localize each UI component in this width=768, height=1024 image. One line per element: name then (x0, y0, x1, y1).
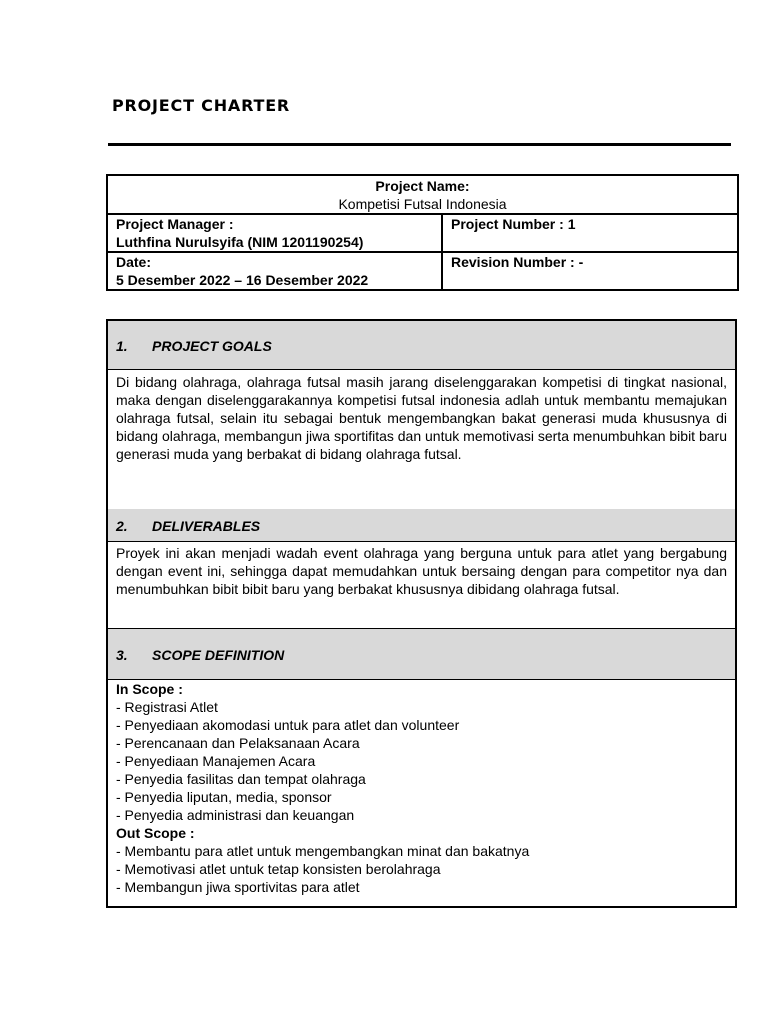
project-number: Project Number : 1 (451, 216, 576, 232)
section-body-scope (116, 680, 727, 896)
section-number: 2. (116, 518, 128, 534)
section-title: DELIVERABLES (152, 518, 261, 534)
section-header-deliverables (108, 509, 735, 542)
list-item: - Memotivasi atlet untuk tetap konsisten berolahraga (116, 861, 441, 877)
in-scope-label: In Scope : (116, 681, 183, 697)
date-cell (107, 252, 442, 290)
section-title: SCOPE DEFINITION (152, 647, 285, 663)
section-body-deliverables: Proyek ini akan menjadi wadah event olahraga yang berguna untuk para atlet yang bergabung dengan event ini, sehingga dapat memudahkan untuk bersaing dengan para competitor nya dan menumbuhkan bibit bibit baru yang berbakat khususnya dibidang olahraga futsal. (116, 545, 727, 597)
project-number-cell (442, 214, 738, 252)
page-title: PROJECT CHARTER (112, 96, 291, 115)
list-item: - Perencanaan dan Pelaksanaan Acara (116, 735, 360, 751)
revision-number-cell (442, 252, 738, 290)
list-item: - Membantu para atlet untuk mengembangkan minat dan bakatnya (116, 843, 530, 859)
project-info-table (106, 174, 739, 291)
list-item: - Penyedia fasilitas dan tempat olahraga (116, 771, 366, 787)
list-item: - Penyediaan akomodasi untuk para atlet dan volunteer (116, 717, 460, 733)
project-name-cell (107, 175, 738, 214)
revision-number: Revision Number : - (451, 254, 584, 270)
section-number: 1. (116, 338, 128, 354)
project-manager-label: Project Manager : (116, 216, 234, 232)
list-item: - Membangun jiwa sportivitas para atlet (116, 879, 360, 895)
charter-sections (106, 319, 737, 908)
list-item: - Registrasi Atlet (116, 699, 218, 715)
project-name-label: Project Name: (375, 178, 470, 194)
section-body-goals: Di bidang olahraga, olahraga futsal masih jarang diselenggarakan kompetisi di tingkat nasional, maka dengan diselenggarakannya kompetisi futsal indonesia adlah untuk membantu memajukan olahraga futsal, selain itu sebagai bentuk mengembangkan bakat generasi muda khususnya di bidang olahraga, membangun jiwa sportifitas dan untuk memotivasi serta menumbuhkan bibit baru generasi muda yang berbakat di bidang olahraga futsal. (116, 374, 727, 462)
date-value: 5 Desember 2022 – 16 Desember 2022 (116, 272, 369, 288)
date-label: Date: (116, 254, 152, 270)
section-header-scope (108, 629, 735, 680)
out-scope-label: Out Scope : (116, 825, 195, 841)
project-manager-value: Luthfina Nurulsyifa (NIM 1201190254) (116, 234, 364, 250)
section-number: 3. (116, 647, 128, 663)
list-item: - Penyedia liputan, media, sponsor (116, 789, 332, 805)
project-name-value: Kompetisi Futsal Indonesia (338, 196, 507, 212)
list-item: - Penyediaan Manajemen Acara (116, 753, 316, 769)
section-title: PROJECT GOALS (152, 338, 272, 354)
project-manager-cell (107, 214, 442, 252)
section-header-goals (108, 321, 735, 370)
title-divider (108, 143, 731, 146)
list-item: - Penyedia administrasi dan keuangan (116, 807, 355, 823)
